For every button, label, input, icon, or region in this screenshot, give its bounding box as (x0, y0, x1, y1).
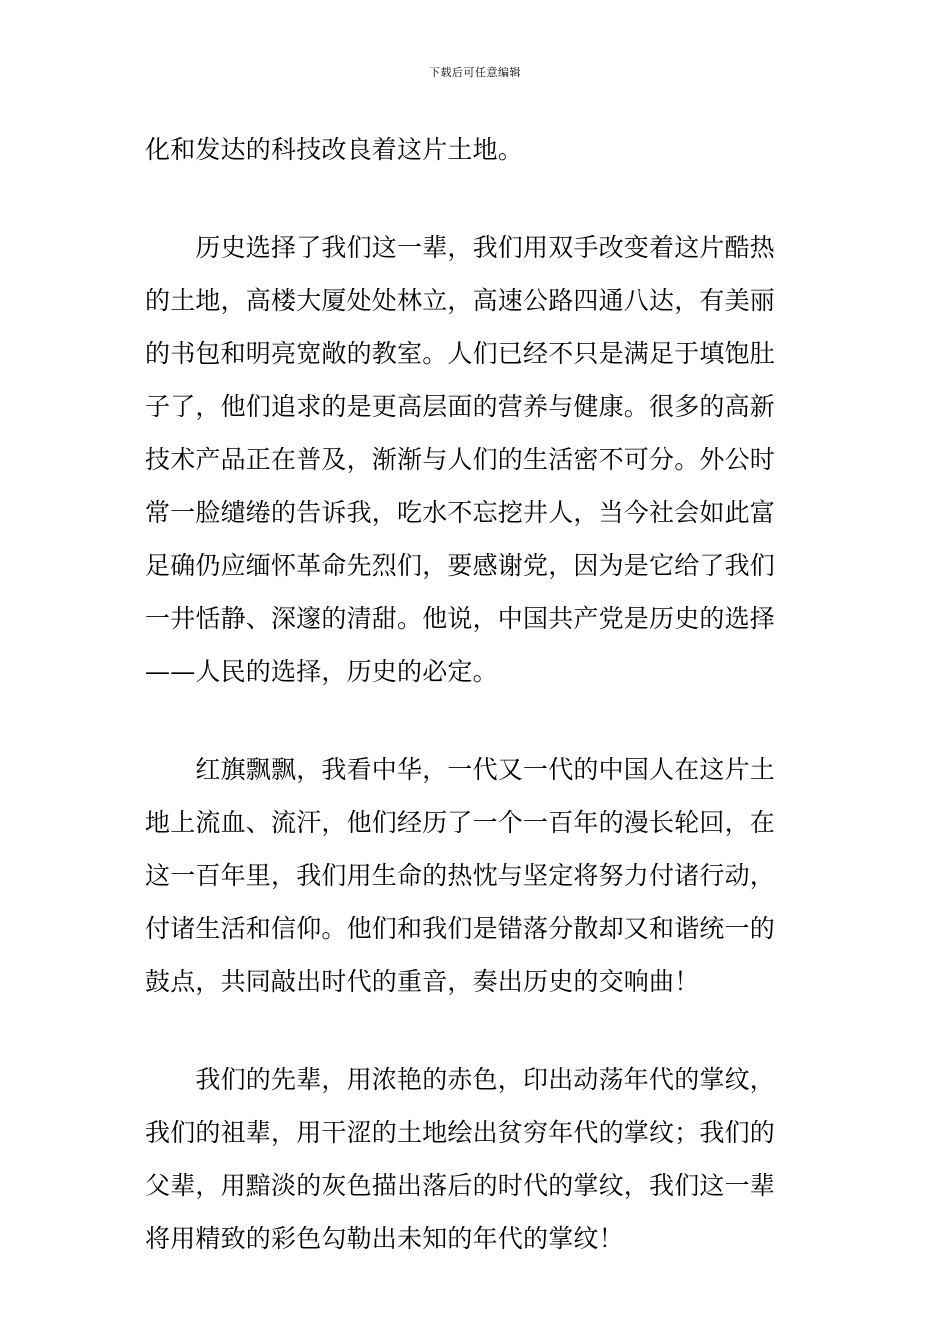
text-line: 鼓点，共同敲出时代的重音，奏出历史的交响曲！ (145, 967, 700, 996)
text-line: 子了，他们追求的是更高层面的营养与健康。很多的高新 (145, 392, 776, 421)
text-line: 的书包和明亮宽敞的教室。人们已经不只是满足于填饱肚 (145, 339, 776, 368)
text-line: 常一脸缱绻的告诉我，吃水不忘挖井人，当今社会如此富 (145, 498, 776, 527)
text-line: 付诸生活和信仰。他们和我们是错落分散却又和谐统一的 (145, 914, 776, 943)
text-line: 将用精致的彩色勾勒出未知的年代的掌纹！ (145, 1224, 624, 1253)
text-line: 化和发达的科技改良着这片土地。 (145, 135, 524, 164)
text-line: 地上流血、流汗，他们经历了一个一百年的漫长轮回，在 (145, 808, 776, 837)
text-line: 技术产品正在普及，渐渐与人们的生活密不可分。外公时 (145, 445, 776, 474)
text-line: 红旗飘飘，我看中华，一代又一代的中国人在这片土 (145, 755, 776, 784)
text-line: 我们的祖辈，用干涩的土地绘出贫穷年代的掌纹；我们的 (145, 1118, 776, 1147)
text-line: 历史选择了我们这一辈，我们用双手改变着这片酷热 (145, 233, 776, 262)
text-line: 我们的先辈，用浓艳的赤色，印出动荡年代的掌纹， (145, 1065, 776, 1094)
text-line: 的土地，高楼大厦处处林立，高速公路四通八达，有美丽 (145, 286, 776, 315)
text-line: 一井恬静、深邃的清甜。他说，中国共产党是历史的选择 (145, 604, 776, 633)
text-line: 这一百年里，我们用生命的热忱与坚定将努力付诸行动， (145, 861, 776, 890)
text-line: ——人民的选择，历史的必定。 (145, 657, 498, 686)
page-header: 下载后可任意编辑 (429, 66, 521, 79)
text-line: 父辈，用黯淡的灰色描出落后的时代的掌纹，我们这一辈 (145, 1171, 776, 1200)
text-line: 足确仍应缅怀革命先烈们，要感谢党，因为是它给了我们 (145, 551, 776, 580)
